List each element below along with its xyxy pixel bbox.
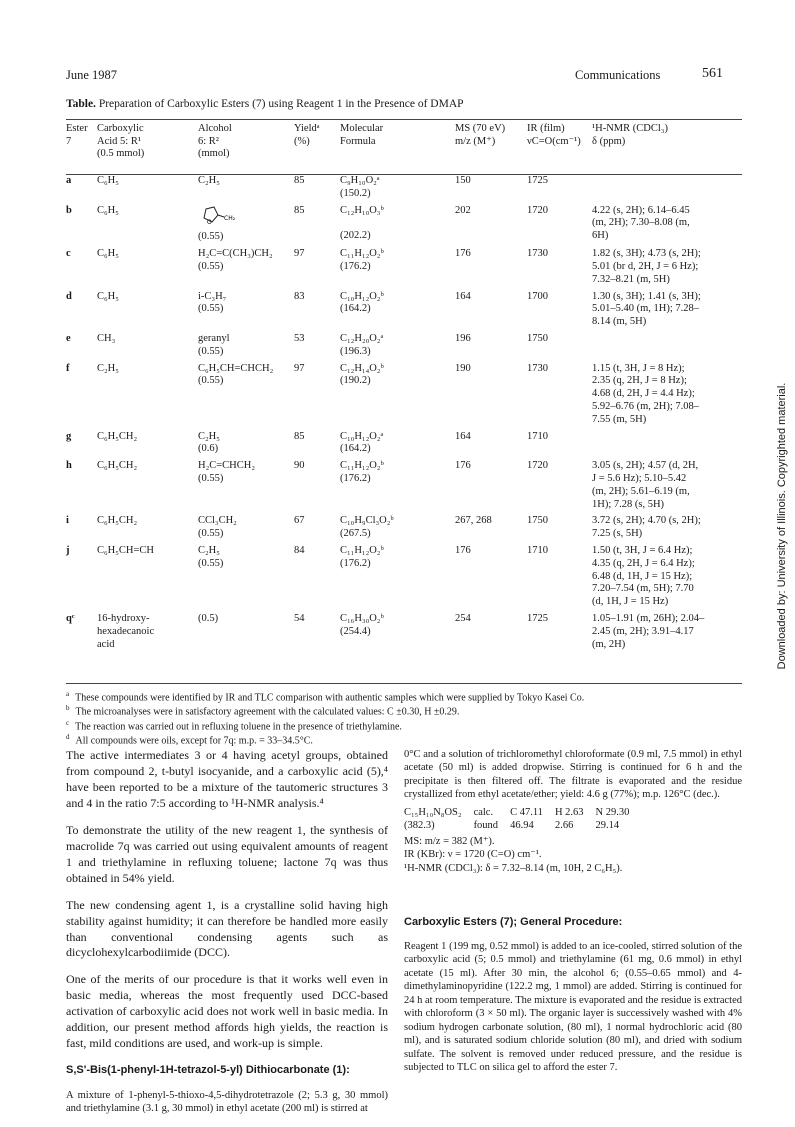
cell-formula [340, 613, 455, 655]
nmr-line: 1.82 (s, 3H); 4.73 (s, 2H); [592, 248, 701, 260]
cell-acid [97, 175, 198, 205]
cell-entry: c [66, 248, 71, 260]
formula-line: (267.5) [340, 528, 371, 540]
alcohol-line [198, 205, 291, 232]
alcohol-line: (0.55) [198, 472, 224, 484]
footnote [66, 690, 742, 704]
nmr-line: 7.32–8.21 (m, 5H) [592, 273, 670, 285]
alcohol-line: i-C₃H₇ [198, 290, 227, 302]
cell-acid [97, 291, 198, 333]
formula-line: C₁₆H₃₀O₂ᵇ [340, 612, 384, 624]
acid-line: C₆H₅CH₂ [97, 430, 138, 442]
formula-line: C₁₀H₉Cl₃O₂ᵇ [340, 515, 394, 527]
download-notice-text: Downloaded by: University of Illinois. Copyrighted material. [776, 382, 788, 670]
column-header [527, 123, 592, 175]
cell-ir: 1730 [527, 248, 548, 260]
column-header-line: Carboxylic [97, 123, 144, 134]
column-header-line: 7 [66, 135, 72, 147]
nmr-line: 3.05 (s, 2H); 4.57 (d, 2H, [592, 460, 699, 472]
nmr-data: ¹H-NMR (CDCl₃): δ = 7.32–8.14 (m, 10H, 2 C₆H₅). [404, 862, 623, 874]
cell-ir: 1720 [527, 204, 548, 216]
cell-alcohol [198, 431, 294, 461]
formula-line: C₁₀H₁₂O₂ᵇ [340, 290, 384, 302]
nmr-line: 1.15 (t, 3H, J = 8 Hz); [592, 362, 685, 374]
acid-line: C₆H₅ [97, 248, 119, 260]
ir-data: IR (KBr): ν = 1720 (C=O) cm⁻¹. [404, 849, 542, 861]
column-header-line: 6: R² [198, 135, 219, 147]
footnote [66, 733, 742, 747]
cell-ms: 202 [455, 204, 471, 216]
formula-line: (254.4) [340, 625, 371, 637]
cell-acid [97, 613, 198, 655]
cell-ms: 196 [455, 332, 471, 344]
acid-line: C₆H₅ [97, 175, 119, 186]
paragraph: To demonstrate the utility of the new reagent 1, the synthesis of macrolide 7q was carried out using equivalent amounts of reagent 1 and triethylamine in refluxing toluene; lactone 7q was thus obtained in 54% yield. [66, 822, 388, 885]
acid-line: C₆H₅CH₂ [97, 460, 138, 472]
cell-formula [340, 363, 455, 431]
footnote-text: The microanalyses were in satisfactory agreement with the calculated values: C ±0.30, H ±0.29. [75, 706, 460, 718]
cell-nmr [592, 175, 742, 205]
alcohol-line: (0.55) [198, 557, 224, 569]
column-header [198, 123, 294, 175]
cell-formula [340, 545, 455, 613]
footnote-text: The reaction was carried out in refluxing toluene in the presence of triethylamine. [75, 720, 402, 732]
formula-line: (176.2) [340, 260, 371, 272]
table-footnotes [66, 690, 742, 747]
ms-data: MS: m/z = 382 (M⁺). [404, 835, 495, 847]
cell-formula [340, 431, 455, 461]
cell-acid [97, 515, 198, 545]
cell-nmr [592, 545, 742, 613]
footnote-text: All compounds were oils, except for 7q: m.p. = 33–34.5°C. [75, 735, 313, 747]
cell-nmr [592, 291, 742, 333]
nmr-line: 1H); 7.28 (s, 5H) [592, 498, 665, 510]
cell-alcohol [198, 515, 294, 545]
svg-text:CH₂: CH₂ [224, 214, 236, 222]
cell-alcohol [198, 175, 294, 205]
cell-entry: qᶜ [66, 612, 75, 624]
nmr-line: 2.45 (m, 2H); 3.91–4.17 [592, 625, 694, 637]
cell-nmr [592, 248, 742, 290]
cell-ir: 1700 [527, 290, 548, 302]
alcohol-line: (0.55) [198, 260, 224, 272]
cell-acid [97, 431, 198, 461]
alcohol-line: (0.55) [198, 375, 224, 387]
table-row [66, 545, 742, 613]
formula-line: C₁₁H₁₂O₂ᵇ [340, 544, 384, 556]
nmr-line: J = 5.6 Hz); 5.10–5.42 [592, 472, 687, 484]
footnote-mark: a [66, 690, 70, 698]
nmr-line: 7.20–7.54 (m, 5H); 7.70 [592, 583, 694, 595]
formula-line: (164.2) [340, 303, 371, 315]
analysis-cell: 46.94 [510, 820, 534, 832]
alcohol-line: C₂H₅ [198, 544, 220, 556]
cell-formula [340, 175, 455, 205]
furfuryl-structure-icon [198, 205, 242, 227]
cell-entry: d [66, 290, 72, 302]
cell-nmr [592, 363, 742, 431]
cell-ms: 267, 268 [455, 515, 492, 527]
column-header-line: Yieldᵃ [294, 123, 320, 134]
table-row [66, 363, 742, 431]
formula-line: (164.2) [340, 443, 371, 455]
footnote-text: These compounds were identified by IR and TLC comparison with authentic samples which were supplied by Tokyo Kasei Co. [75, 692, 585, 704]
formula-line: (202.2) [340, 230, 371, 242]
esters-table [66, 123, 742, 655]
paragraph: The new condensing agent 1, is a crystalline solid having high stability against humidity; it can therefore be handled more easily than conventional condensing agents such as dicyclohexylcarbodiimide (DCC). [66, 897, 388, 960]
alcohol-line: (0.55) [198, 303, 224, 315]
paragraph: A mixture of 1-phenyl-5-thioxo-4,5-dihydrotetrazole (2; 5.3 g, 30 mmol) and triethylamine (3.1 g, 30 mmol) in ethyl acetate (200 ml) is stirred at [66, 1089, 388, 1115]
cell-ir: 1750 [527, 332, 548, 344]
cell-nmr [592, 613, 742, 655]
paragraph: The active intermediates 3 or 4 having acetyl groups, obtained from compound 2, t-butyl isocyanide, and a carboxylic acid (5),⁴ have been reported to be a mixture of the tautomeric structures 3 and 4 in the ratio 7:5 according to ¹H-NMR analysis.⁴ [66, 748, 388, 810]
formula-line: (190.2) [340, 375, 371, 387]
section-heading-reagent: S,S'-Bis(1-phenyl-1H-tetrazol-5-yl) Dithiocarbonate (1): [66, 1064, 350, 1077]
cell-alcohol [198, 460, 294, 515]
alcohol-line: (0.5) [198, 612, 219, 624]
nmr-line: 7.55 (m, 5H) [592, 413, 647, 425]
column-header-line: Acid 5: R¹ [97, 135, 141, 147]
table-body [66, 175, 742, 655]
analysis-cell: found [473, 820, 499, 832]
cell-yield: 85 [294, 204, 305, 216]
cell-formula [340, 248, 455, 290]
formula-line: C₁₂H₂₀O₂ᵃ [340, 332, 384, 344]
cell-ir: 1720 [527, 460, 548, 472]
nmr-line: 5.01–5.40 (m, 1H); 7.28– [592, 303, 700, 315]
formula-line: (150.2) [340, 187, 371, 199]
footnote-mark: d [66, 732, 70, 741]
cell-ir: 1725 [527, 612, 548, 624]
analysis-cell: (382.3) [404, 820, 435, 832]
running-header-section: Communications [575, 68, 661, 82]
acid-line: hexadecanoic [97, 625, 155, 637]
nmr-line: 4.35 (q, 2H, J = 6.4 Hz); [592, 557, 695, 569]
cell-ms: 254 [455, 612, 471, 624]
acid-line: C₆H₅ [97, 290, 119, 302]
column-header-line: (mmol) [198, 148, 230, 160]
cell-nmr [592, 431, 742, 461]
alcohol-line: C₆H₅CH=CHCH₂ [198, 362, 274, 374]
cell-ms: 176 [455, 544, 471, 556]
section-heading-procedure: Carboxylic Esters (7); General Procedure: [404, 915, 623, 928]
cell-ms: 176 [455, 460, 471, 472]
nmr-line: 5.92–6.76 (m, 2H); 7.08– [592, 400, 700, 412]
alcohol-line: H₂C=CHCH₂ [198, 460, 256, 472]
cell-ir: 1725 [527, 175, 548, 186]
cell-entry: i [66, 515, 69, 527]
formula-line: C₁₀H₁₂O₂ᵃ [340, 430, 384, 442]
cell-ms: 176 [455, 248, 471, 260]
cell-yield: 53 [294, 332, 305, 344]
acid-line: C₂H₅ [97, 362, 119, 374]
table-top-rule [66, 119, 742, 120]
download-notice [771, 330, 793, 722]
table-row [66, 460, 742, 515]
column-header-line: (0.5 mmol) [97, 148, 145, 160]
nmr-line: 2.35 (q, 2H, J = 8 Hz); [592, 375, 687, 387]
left-column [66, 748, 388, 1127]
column-header-line: ¹H-NMR (CDCl₃) [592, 123, 668, 134]
alcohol-line: CCl₃CH₂ [198, 515, 237, 527]
analysis-cell: C 47.11 [510, 806, 543, 818]
cell-yield: 67 [294, 515, 305, 527]
cell-ms: 164 [455, 290, 471, 302]
cell-ir: 1730 [527, 362, 548, 374]
column-header-line: Alcohol [198, 123, 232, 134]
cell-entry: h [66, 460, 72, 472]
cell-entry: g [66, 430, 72, 442]
cell-formula [340, 333, 455, 363]
nmr-line: (d, 1H, J = 15 Hz) [592, 596, 669, 608]
alcohol-line: (0.6) [198, 443, 219, 455]
cell-yield: 97 [294, 248, 305, 260]
elemental-analysis [404, 806, 641, 833]
column-header [66, 123, 97, 175]
cell-yield: 83 [294, 290, 305, 302]
cell-ir: 1750 [527, 515, 548, 527]
cell-formula [340, 291, 455, 333]
footnote [66, 719, 742, 733]
analysis-cell: H 2.63 [554, 806, 584, 818]
analysis-cell: 29.14 [595, 820, 620, 832]
analysis-cell: calc. [473, 806, 494, 818]
cell-acid [97, 248, 198, 290]
nmr-line: 1.30 (s, 3H); 1.41 (s, 3H); [592, 290, 701, 302]
cell-acid [97, 460, 198, 515]
table-row [66, 175, 742, 205]
analysis-cell: C₁₅H₁₀N₈OS₂ [404, 806, 462, 818]
formula-line [340, 217, 452, 230]
cell-yield: 85 [294, 430, 305, 442]
cell-acid [97, 545, 198, 613]
cell-entry: f [66, 362, 70, 374]
cell-entry: e [66, 332, 71, 344]
cell-yield: 85 [294, 175, 305, 186]
column-header [592, 123, 742, 175]
cell-nmr [592, 205, 742, 249]
nmr-line: 8.14 (m, 5H) [592, 316, 647, 328]
footnote [66, 704, 742, 718]
formula-line: (176.2) [340, 472, 371, 484]
nmr-line: 4.68 (d, 2H, J = 4.4 Hz); [592, 388, 695, 400]
table-title [66, 98, 464, 110]
cell-nmr [592, 515, 742, 545]
formula-line: C₁₁H₁₂O₂ᵇ [340, 248, 384, 260]
analysis-row [404, 806, 641, 819]
cell-formula [340, 515, 455, 545]
table-row [66, 515, 742, 545]
cell-alcohol [198, 248, 294, 290]
footnote-mark: b [66, 704, 70, 713]
nmr-line: 6H) [592, 230, 609, 242]
svg-text:O: O [207, 218, 212, 226]
cell-yield: 97 [294, 362, 305, 374]
table-caption: Preparation of Carboxylic Esters (7) using Reagent 1 in the Presence of DMAP [98, 98, 464, 110]
column-header [340, 123, 455, 175]
column-header [97, 123, 198, 175]
cell-yield: 54 [294, 612, 305, 624]
column-header-line: Molecular [340, 123, 384, 134]
cell-alcohol [198, 291, 294, 333]
column-header-line: (%) [294, 135, 310, 147]
column-header-line: νC=O(cm⁻¹) [527, 135, 581, 147]
analysis-cell: N 29.30 [595, 806, 630, 818]
right-column [404, 748, 742, 1085]
alcohol-line: H₂C=C(CH₃)CH₂ [198, 248, 273, 260]
cell-alcohol [198, 205, 294, 249]
nmr-line: (m, 2H); 7.30–8.08 (m, [592, 217, 690, 229]
column-header-line: MS (70 eV) [455, 123, 506, 134]
cell-alcohol [198, 363, 294, 431]
acid-line: 16-hydroxy- [97, 612, 150, 624]
alcohol-line: (0.55) [198, 345, 224, 357]
paragraph: One of the merits of our procedure is that it works well even in basic media, whereas the most frequently used DCC-based activation of carboxylic acid does not work well in basic media. In addition, our present method affords high yields, the reaction is fast, mild conditions are used, and work-up is simple. [66, 972, 388, 1051]
page-number: 561 [702, 66, 723, 81]
column-header-line: m/z (M⁺) [455, 135, 496, 147]
alcohol-line: (0.55) [198, 528, 224, 540]
table-label: Table. [66, 98, 96, 110]
nmr-line: 6.48 (d, 1H, J = 15 Hz); [592, 570, 693, 582]
cell-yield: 84 [294, 544, 305, 556]
acid-line: C₆H₅CH=CH [97, 544, 155, 556]
table-row [66, 613, 742, 655]
cell-ms: 164 [455, 430, 471, 442]
nmr-line: 4.22 (s, 2H); 6.14–6.45 [592, 204, 690, 216]
cell-entry: a [66, 175, 72, 186]
cell-entry: b [66, 204, 72, 216]
table-header-row [66, 123, 742, 175]
paragraph: Reagent 1 (199 mg, 0.52 mmol) is added to an ice-cooled, stirred solution of the carboxylic acid (5; 0.5 mmol) and triethylamine (61 mg, 0.6 mmol) in ethyl acetate (15 ml). After 30 min, the alcohol 6; (0.55–0.65 mmol) and 4-dimethylaminopyridine (122.2 mg, 1 mmol) are added. Stirring is continued for 24 h at room temperature. The mixture is evaporated and the residue is extracted with chloroform (3 × 50 ml). The organic layer is successively washed with 4% sodium hydrogen carbonate solution, (80 ml), 1 normal hydrochloric acid (80 ml), and is saturated sodium chloride solution (80 ml), and dried with sodium sulfate. The solvent is removed under reduced pressure, and the residue is subjected to TLC on silica gel to afford the ester 7. [404, 941, 743, 1073]
cell-alcohol [198, 333, 294, 363]
column-header [455, 123, 527, 175]
nmr-line: 5.01 (br d, 2H, J = 6 Hz); [592, 260, 699, 272]
analysis-cell: 2.66 [554, 820, 574, 832]
table-row [66, 431, 742, 461]
cell-acid [97, 363, 198, 431]
formula-line: C₁₂H₁₄O₂ᵇ [340, 362, 384, 374]
table-row [66, 205, 742, 249]
cell-alcohol [198, 613, 294, 655]
column-header-line: δ (ppm) [592, 135, 626, 147]
table-row [66, 291, 742, 333]
formula-line: (196.3) [340, 345, 371, 357]
formula-line: C₉H₁₀O₂ᵃ [340, 175, 380, 186]
nmr-line: 3.72 (s, 2H); 4.70 (s, 2H); [592, 515, 701, 527]
cell-entry: j [66, 544, 70, 556]
alcohol-line: (0.55) [198, 231, 224, 243]
formula-line: (176.2) [340, 557, 371, 569]
cell-alcohol [198, 545, 294, 613]
table-row [66, 333, 742, 363]
table-bottom-rule [66, 683, 742, 684]
cell-nmr [592, 333, 742, 363]
column-header [294, 123, 340, 175]
column-header-line: Ester [66, 123, 88, 134]
cell-ir: 1710 [527, 430, 548, 442]
acid-line: acid [97, 638, 115, 650]
cell-acid [97, 333, 198, 363]
cell-acid [97, 205, 198, 249]
footnote-mark: c [66, 718, 70, 727]
acid-line: C₆H₅ [97, 204, 119, 216]
nmr-line: (m, 2H); 5.61–6.19 (m, [592, 485, 690, 497]
nmr-line: 1.50 (t, 3H, J = 6.4 Hz); [592, 544, 693, 556]
running-header-date: June 1987 [66, 68, 118, 82]
analysis-row [404, 819, 641, 832]
cell-formula [340, 205, 455, 249]
cell-ir: 1710 [527, 544, 548, 556]
acid-line: C₆H₅CH₂ [97, 515, 138, 527]
table-row [66, 248, 742, 290]
cell-formula [340, 460, 455, 515]
nmr-line: 7.25 (s, 5H) [592, 528, 643, 540]
acid-line: CH₃ [97, 332, 116, 344]
formula-line: C₁₂H₁₀O₃ᵇ [340, 204, 384, 216]
cell-nmr [592, 460, 742, 515]
alcohol-line: geranyl [198, 332, 230, 344]
cell-yield: 90 [294, 460, 305, 472]
column-header-line: IR (film) [527, 123, 565, 134]
paragraph: 0°C and a solution of trichloromethyl chloroformate (0.9 ml, 7.5 mmol) in ethyl acetate (50 ml) is added dropwise. Stirring is continued for 6 h and the precipitate is then filtered off. The filtrate is evaporated and the residue crystallized from ethyl acetate/ether; yield: 4.6 g (77%); m.p. 126°C (dec.). [404, 749, 742, 801]
nmr-line: 1.05–1.91 (m, 26H); 2.04– [592, 612, 705, 624]
cell-ms: 190 [455, 362, 471, 374]
column-header-line: Formula [340, 135, 376, 147]
alcohol-line: C₂H₅ [198, 175, 220, 186]
nmr-line: (m, 2H) [592, 638, 626, 650]
alcohol-line: C₂H₅ [198, 430, 220, 442]
formula-line: C₁₁H₁₂O₂ᵇ [340, 460, 384, 472]
cell-ms: 150 [455, 175, 471, 186]
